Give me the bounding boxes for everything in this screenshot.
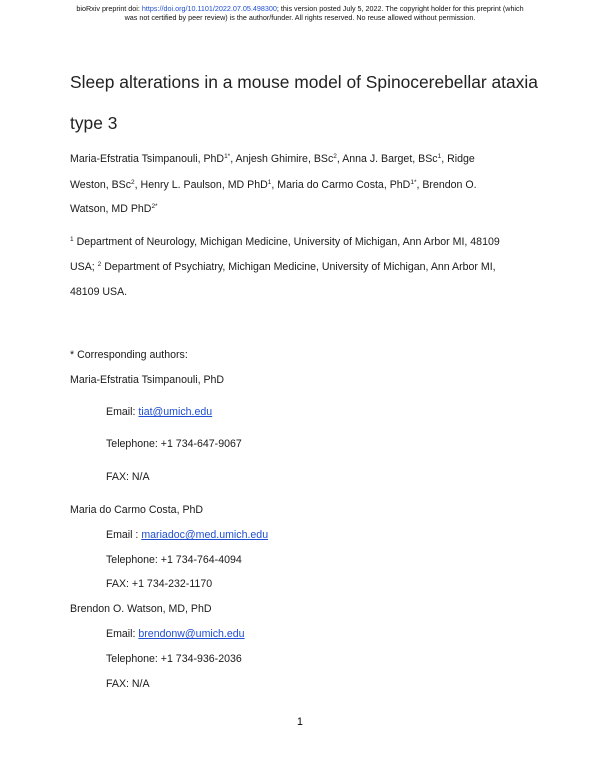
- affiliation-line-2: [70, 261, 496, 273]
- author-affiliation-sup: 1*: [410, 179, 417, 186]
- page-number: 1: [297, 716, 303, 728]
- affiliation-text: USA;: [70, 261, 98, 273]
- authors-line-3: [70, 203, 158, 215]
- paper-title-line-1: Sleep alterations in a mouse model of Spinocerebellar ataxia: [70, 72, 538, 92]
- paper-title-line-2: type 3: [70, 113, 118, 133]
- affiliation-sup: 2: [97, 261, 102, 268]
- author-name: , Anjesh Ghimire, BSc: [230, 153, 334, 165]
- email-link[interactable]: tiat@umich.edu: [138, 406, 213, 418]
- contact-fax: FAX: +1 734-232-1170: [106, 578, 213, 590]
- author-affiliation-sup: 2*: [151, 203, 158, 210]
- author-name: , Brendon O.: [416, 179, 477, 191]
- email-label: Email:: [106, 406, 139, 418]
- preprint-notice-suffix: ; this version posted July 5, 2022. The copyright holder for this preprint (which: [276, 4, 524, 13]
- author-name: , Anna J. Barget, BSc: [336, 153, 438, 165]
- author-affiliation-sup: 1: [437, 153, 442, 160]
- preprint-notice-line-2: was not certified by peer review) is the author/funder. All rights reserved. No reuse allowed without permission.: [124, 13, 476, 22]
- affiliation-sup: 1: [70, 236, 74, 243]
- corresponding-heading: * Corresponding authors:: [70, 349, 188, 361]
- contact-name: Brendon O. Watson, MD, PhD: [70, 603, 212, 615]
- author-affiliation-sup: 2: [131, 179, 135, 186]
- author-name: , Ridge: [441, 153, 475, 165]
- email-label: Email:: [106, 628, 139, 640]
- author-affiliation-sup: 2: [333, 153, 337, 160]
- preprint-notice-line-1: [0, 4, 600, 13]
- author-name: , Henry L. Paulson, MD PhD: [134, 179, 268, 191]
- contact-email-row: [106, 628, 245, 640]
- contact-telephone: Telephone: +1 734-936-2036: [106, 653, 242, 665]
- authors-line-1: [70, 153, 475, 165]
- contact-telephone: Telephone: +1 734-647-9067: [106, 438, 242, 450]
- doi-link[interactable]: https://doi.org/10.1101/2022.07.05.498300: [141, 4, 277, 13]
- affiliation-line-1: [70, 236, 500, 248]
- contact-fax: FAX: N/A: [106, 678, 150, 690]
- preprint-notice-prefix: bioRxiv preprint doi:: [76, 4, 142, 13]
- contact-fax: FAX: N/A: [106, 471, 150, 483]
- contact-email-row: [106, 406, 212, 418]
- email-link[interactable]: mariadoc@med.umich.edu: [141, 529, 269, 541]
- author-name: Maria-Efstratia Tsimpanouli, PhD: [70, 153, 225, 165]
- email-label: Email :: [106, 529, 142, 541]
- author-name: , Maria do Carmo Costa, PhD: [271, 179, 411, 191]
- affiliation-text: Department of Psychiatry, Michigan Medicine, University of Michigan, Ann Arbor MI,: [101, 261, 496, 273]
- contact-name: Maria-Efstratia Tsimpanouli, PhD: [70, 374, 225, 386]
- affiliation-text: Department of Neurology, Michigan Medicine, University of Michigan, Ann Arbor MI, 48109: [73, 236, 500, 248]
- contact-email-row: [106, 529, 268, 541]
- authors-line-2: [70, 179, 477, 191]
- contact-name: Maria do Carmo Costa, PhD: [70, 504, 204, 516]
- author-name: Weston, BSc: [70, 179, 132, 191]
- author-affiliation-sup: 1: [267, 179, 272, 186]
- author-name: Watson, MD PhD: [70, 203, 152, 215]
- contact-telephone: Telephone: +1 734-764-4094: [106, 554, 242, 566]
- affiliation-line-3: 48109 USA.: [70, 286, 128, 298]
- preprint-notice: [0, 4, 600, 22]
- email-link[interactable]: brendonw@umich.edu: [138, 628, 245, 640]
- author-affiliation-sup: 1*: [224, 153, 231, 160]
